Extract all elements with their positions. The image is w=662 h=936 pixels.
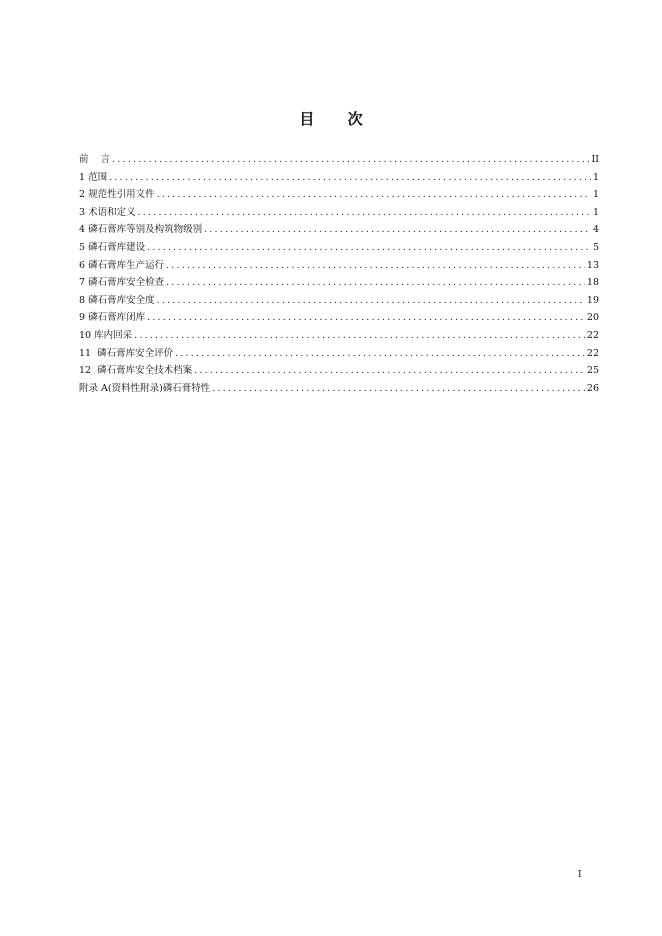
toc-dot-leader [166, 257, 585, 275]
toc-entry-safety-degree[interactable] [79, 292, 599, 310]
toc-entry-label: 4 磷石膏库等别及构筑物级别 [79, 224, 203, 236]
toc-entry-safety-evaluation[interactable] [79, 345, 599, 363]
toc-entry-page: 4 [592, 224, 599, 236]
toc-dot-leader [175, 345, 585, 363]
toc-dot-leader [134, 327, 585, 345]
toc-entry-label: 12 磷石膏库安全技术档案 [79, 365, 193, 377]
toc-entry-page: 13 [586, 259, 599, 271]
toc-entry-normative-references[interactable] [79, 186, 599, 204]
toc-entry-label: 2 规范性引用文件 [79, 189, 155, 201]
toc-dot-leader [194, 362, 585, 380]
toc-entry-label: 9 磷石膏库闭库 [79, 312, 146, 324]
toc-dot-leader [109, 169, 591, 187]
toc-entry-grade-classification[interactable] [79, 221, 599, 239]
toc-entry-page: 1 [592, 206, 599, 218]
toc-dot-leader [212, 380, 585, 398]
toc-dot-leader [147, 309, 585, 327]
toc-entry-page: 5 [592, 241, 599, 253]
toc-entry-label: 3 术语和定义 [79, 206, 136, 218]
toc-entry-page: 19 [586, 294, 599, 306]
toc-entry-operation[interactable] [79, 257, 599, 275]
toc-dot-leader [112, 151, 589, 169]
toc-entry-appendix-a[interactable] [79, 380, 599, 398]
toc-entry-label: 前 言 [79, 154, 111, 165]
page-title: 目 次 [299, 110, 377, 128]
toc-entry-recovery[interactable] [79, 327, 599, 345]
toc-entry-label: 11 磷石膏库安全评价 [79, 347, 174, 359]
toc-entry-page: 22 [586, 347, 599, 359]
toc-entry-technical-archives[interactable] [79, 362, 599, 380]
toc-dot-leader [166, 274, 585, 292]
toc-entry-terms-definitions[interactable] [79, 204, 599, 222]
toc-entry-label: 10 库内回采 [79, 329, 133, 341]
toc-entry-page: 20 [586, 312, 599, 324]
toc-entry-page: 1 [592, 171, 599, 183]
toc-entry-label: 6 磷石膏库生产运行 [79, 259, 165, 271]
toc-entry-page: 1 [592, 189, 599, 201]
toc-entry-safety-inspection[interactable] [79, 274, 599, 292]
toc-entry-label: 5 磷石膏库建设 [79, 241, 146, 253]
toc-entry-page: 22 [586, 329, 599, 341]
toc-entry-label: 附录 A(资料性附录)磷石膏特性 [79, 382, 211, 394]
toc-entry-label: 7 磷石膏库安全检查 [79, 277, 165, 289]
toc-entry-label: 1 范围 [79, 171, 108, 183]
toc-dot-leader [147, 239, 591, 257]
toc-entry-foreword[interactable] [79, 151, 599, 169]
table-of-contents [79, 151, 599, 397]
page-number: I [578, 870, 582, 880]
toc-entry-page: 25 [586, 365, 599, 377]
toc-entry-scope[interactable] [79, 169, 599, 187]
toc-dot-leader [157, 186, 591, 204]
toc-dot-leader [138, 204, 591, 222]
toc-entry-construction[interactable] [79, 239, 599, 257]
toc-entry-page: II [591, 154, 599, 165]
toc-entry-page: 26 [586, 382, 599, 394]
toc-entry-label: 8 磷石膏库安全度 [79, 294, 155, 306]
toc-entry-closure[interactable] [79, 309, 599, 327]
toc-dot-leader [204, 221, 591, 239]
toc-entry-page: 18 [586, 277, 599, 289]
toc-dot-leader [157, 292, 585, 310]
